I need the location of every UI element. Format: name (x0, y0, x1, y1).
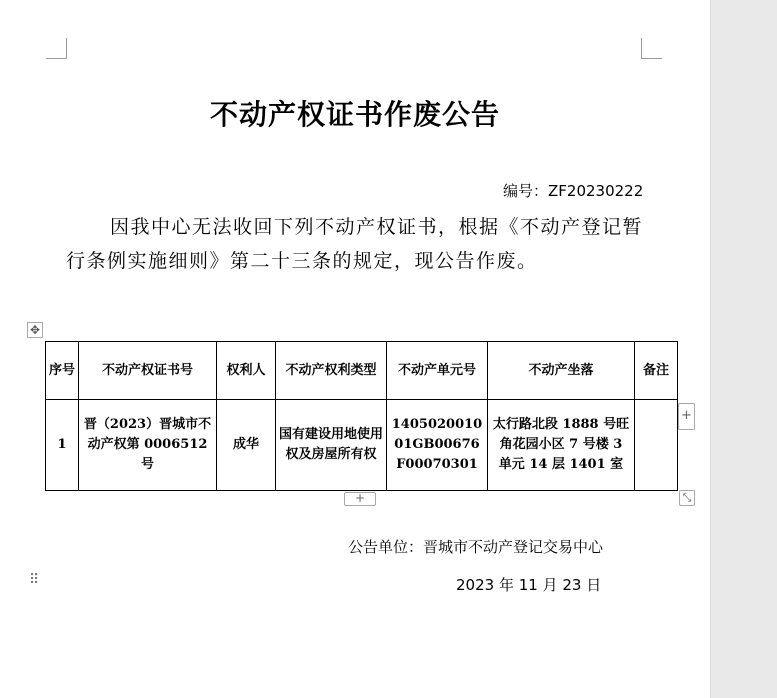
issuer-label: 公告单位： (348, 538, 424, 556)
window-gutter (710, 0, 777, 698)
header-right-type: 不动产权利类型 (276, 342, 387, 400)
header-owner: 权利人 (217, 342, 276, 400)
cell-unit-no[interactable]: 140502001001GB00676F00070301 (387, 400, 488, 491)
add-column-button[interactable]: + (678, 403, 695, 430)
cell-owner[interactable]: 成华 (217, 400, 276, 491)
header-remarks: 备注 (635, 342, 678, 400)
header-cert-no: 不动产权证书号 (79, 342, 217, 400)
cell-seq[interactable]: 1 (46, 400, 79, 491)
header-location: 不动产坐落 (488, 342, 635, 400)
document-code-value: ZF20230222 (548, 182, 644, 200)
paragraph-drag-handle-icon[interactable]: ⠿ (29, 572, 39, 588)
document-code-label: 编号： (503, 182, 549, 200)
cell-location[interactable]: 太行路北段 1888 号旺角花园小区 7 号楼 3 单元 14 层 1401 室 (488, 400, 635, 491)
document-code (503, 180, 643, 201)
void-certificate-table (45, 341, 678, 491)
table-row (46, 400, 678, 491)
cell-right-type[interactable]: 国有建设用地使用权及房屋所有权 (276, 400, 387, 491)
issuer-line (348, 536, 603, 557)
table-header-row (46, 342, 678, 400)
document-body (66, 210, 646, 278)
document-title: 不动产权证书作废公告 (209, 98, 500, 131)
cell-cert-no[interactable]: 晋（2023）晋城市不动产权第 0006512 号 (79, 400, 217, 491)
add-row-button[interactable]: + (344, 492, 376, 506)
header-unit-no: 不动产单元号 (387, 342, 488, 400)
table-move-handle-icon[interactable]: ✥ (27, 322, 43, 338)
header-seq: 序号 (46, 342, 79, 400)
crop-mark-top-left (46, 38, 67, 59)
table-resize-icon[interactable]: ⤡ (679, 490, 695, 506)
crop-mark-top-right (641, 38, 662, 59)
document-body-text: 因我中心无法收回下列不动产权证书，根据《不动产登记暂行条例实施细则》第二十三条的规定，现公告作废。 (66, 216, 644, 272)
notice-date: 2023 年 11 月 23 日 (456, 576, 602, 594)
issuer-value: 晋城市不动产登记交易中心 (423, 538, 604, 556)
cell-remarks[interactable] (635, 400, 678, 491)
